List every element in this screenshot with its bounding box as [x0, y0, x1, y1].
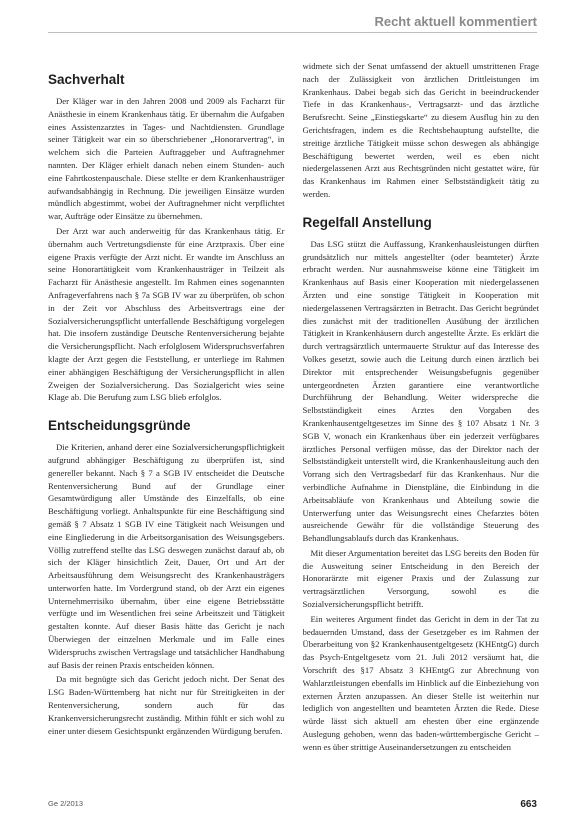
paragraph: Mit dieser Argumentation bereitet das LSG bereits den Boden für die Ausweitung seiner Entscheidung in den Bereich der Honorarärzte mit eigener Praxis und der Zulassung zur vertragsärztlichen Versorgung, sowohl es die Sozialversicherungspflicht betrifft. — [302, 547, 539, 610]
section-heading-sachverhalt: Sachverhalt — [48, 72, 125, 87]
paragraph: Ein weiteres Argument findet das Gericht in dem in der Tat zu bedauernden Umstand, dass der Gesetzgeber es im Rahmen der Überarbeitung von §2 Krankenhausentgeltgesetz (KHEntgG) durch das Psych-Entgeltgesetz vom 21. Juli 2012 versäumt hat, die Vorschrift des §17 Absatz 3 KHEntgG zur Abrechnung von Wahlarztleistungen ebenfalls im Hinblick auf die Einbeziehung von externen Ärzten anzupassen. An dieser Stelle ist weiterhin nur lediglich von angestellten und beamteten Ärzten die Rede. Diese würde lässt sich aktuell am ehesten über eine ergänzende Auslegung gehoben, wenn das baden-württembergische Gericht – wenn es über strittige Auseinandersetzungen zu entscheiden — [302, 613, 539, 752]
paragraph: Der Kläger war in den Jahren 2008 und 2009 als Facharzt für Anästhesie in einem Krankenhaus tätig. Er übernahm die Aufgaben eines Assistenzarztes in Tages- und Nachtdiensten. Grundlage seiner Tätigkeit war ein so überschriebener „Honorarvertrag“, in welchem sich die Parteien Auftraggeber und Auftragnehmer nannten. Der Kläger erhielt danach neben einem Stunden- auch eine Fahrtkostenpauschale. Diese stellte er dem Krankenhausträger aufwandsabhängig in Rechnung. Die jeweiligen Einsätze wurden mündlich abgestimmt, wobei der Auftragnehmer nicht verpflichtet war, Aufträge oder Einsätze zu übernehmen. — [48, 96, 285, 222]
paragraph: Die Kriterien, anhand derer eine Sozialversicherungspflichtigkeit aufgrund abhängiger Beschäftigung zu überprüfen ist, sind genereller bekannt. Nach § 7 a SGB IV entscheidet die Deutsche Rentenversicherung Bund auf der Grundlage einer Gesamtwürdigung aller Umstände des Einzelfalls, ob eine Beschäftigung vorliegt. Anhaltspunkte für eine Beschäftigung sind gemäß § 7 Absatz 1 SGB IV eine Tätigkeit nach Weisungen und eine Eingliederung in die Arbeitsorganisation des Weisungsgebers. Völlig zutreffend stellte das LSG deswegen zunächst darauf ab, ob sich der Kläger hinsichtlich Zeit, Dauer, Ort und Art der Arbeitsausführung dem Weisungsrecht des Krankenhausträgers unterworfen hatte. Im Vordergrund stand, ob der Arzt ein eigenes Unternehmerrisiko übernahm, über eine eigene Betriebsstätte verfügte und im Wesentlichen frei seine Arbeitszeit und Tätigkeit gestalten konnte. Auf dieser Basis hätte das Gericht je nach Überwiegen der einzelnen Merkmale und im Falle eines Widerspruchs zwischen Vertragslage und tatsächlicher Handhabung auf Basis der reinen Praxis entscheiden können. — [48, 442, 285, 670]
header-divider — [48, 32, 537, 33]
section-heading-entscheidungsgruende: Entscheidungsgründe — [48, 418, 191, 434]
page-number: 663 — [520, 799, 537, 810]
left-column — [48, 60, 285, 778]
running-header: Recht aktuell kommentiert — [374, 14, 537, 29]
section-heading-regelfall-anstellung: Regelfall Anstellung — [302, 214, 432, 230]
paragraph: Das LSG stützt die Auffassung, Krankenhausleistungen dürften grundsätzlich nur mittels angestellter (oder beamteter) Ärzte erbracht werden. Nur ausnahmsweise könne eine Tätigkeit im Krankenhaus auf Basis einer Kooperation mit niedergelassenen Ärzten und eine sonstige Tätigkeit in Kooperation mit niedergelassenen Vertragsärzten in Betracht. Das Gericht begründet dies zunächst mit der traditionellen Ausübung der ärztlichen Tätigkeit in Krankenhäusern durch angestellte Ärzte. Es erklärt die durch vertragsärztlich untermauerte Struktur auf das Interesse des Volkes gesetzt, sowie auch die Leitung durch einen ärztlich bei Direktor mit entsprechender Weisungsbefugnis gegenüber untergeordneten Ärzten garantiere eine verantwortliche Durchführung der Behandlung. Weiter widerspreche die Selbstständigkeit eines Arztes den Vorgaben des Krankenhausentgeltgesetzes im Sinne des § 107 Absatz 1 Nr. 3 SGB V, wonach ein Krankenhaus über ein jederzeit verfügbares ärztliches Personal verfügen müsse, das der Direktor nach der Selbstständigkeit unterstellt wird, die Krankenhausleitung auch den Vorrang sich den Vertragsbedarf für das Krankenhaus. Nur die verbindliche Aufnahme in Dienstpläne, die Einbindung in die Arbeitsabläufe von Krankenhaus und Abteilung sowie die Unterwerfung unter das Weisungsrecht eines Chefarztes böten ausreichende Gewähr für die vollständige Steuerung des Behandlungsablaufs durch das Krankenhaus. — [302, 238, 539, 544]
article-body — [48, 60, 539, 778]
right-column — [303, 60, 540, 778]
paragraph: Der Arzt war auch anderweitig für das Krankenhaus tätig. Er übernahm auch Vertretungsdienste für eine Arztpraxis. Über eine eigene Praxis verfügte der Arzt nicht. Er wandte im Anschluss an seine Honorartätigkeit vom Krankenhausträger in Teilzeit als Facharzt für Anästhesie angestellt. Im Rahmen eines sogenannten Anfrageverfahrens nach § 7a SGB IV war zu überprüfen, ob schon in der Zeit vor Abschluss des Arbeitsvertrags eine der Sozialversicherungspflicht unterfallende Beschäftigung vorgelegen hat. Die insofern zuständige Deutsche Rentenversicherung bejahte die Versicherungspflicht. Nach erfolglosem Widerspruchsverfahren klagte der Arzt gegen die Feststellung, er unterliege im Rahmen einer abhängigen Beschäftigung der Versicherungspflicht in allen Zweigen der Sozialversicherung. Das Sozialgericht wies seine Klage ab. Die Berufung zum LSG blieb erfolglos. — [48, 225, 285, 403]
paragraph: Da mit begnügte sich das Gericht jedoch nicht. Der Senat des LSG Baden-Württemberg hat nicht nur für Streitigkeiten in der Rentenversicherung, sondern auch für das Krankenversicherungsrecht zuständig. Mithin fühlt er sich wohl zu einer unter diesem Gesichtspunkt ergänzenden Würdigung berufen. — [48, 674, 285, 736]
paragraph: widmete sich der Senat umfassend der aktuell umstrittenen Frage nach der Zulässigkeit von ärztlichen Drittleistungen im Krankenhaus. Dabei begab sich das Gericht in beeindruckender Tiefe in das Krankenhaus-, Vertragsarzt- und das ärztliche Berufsrecht. Seine „Einstiegskarte“ zu diesem Ausflug hin zu den Gerichtsfragen, indem es die Rechtsbehauptung aufstellte, die streitige ärztliche Tätigkeit müsse schon deswegen als abhängige Beschäftigung bewertet werden, weil es eben nicht niedergelassenen Arzt aus Rechtsgründen nicht gestattet wäre, für das Krankenhaus im Rahmen einer Selbstständigkeit tätig zu werden. — [302, 61, 539, 199]
footer-issue: Ge 2/2013 — [48, 799, 84, 808]
